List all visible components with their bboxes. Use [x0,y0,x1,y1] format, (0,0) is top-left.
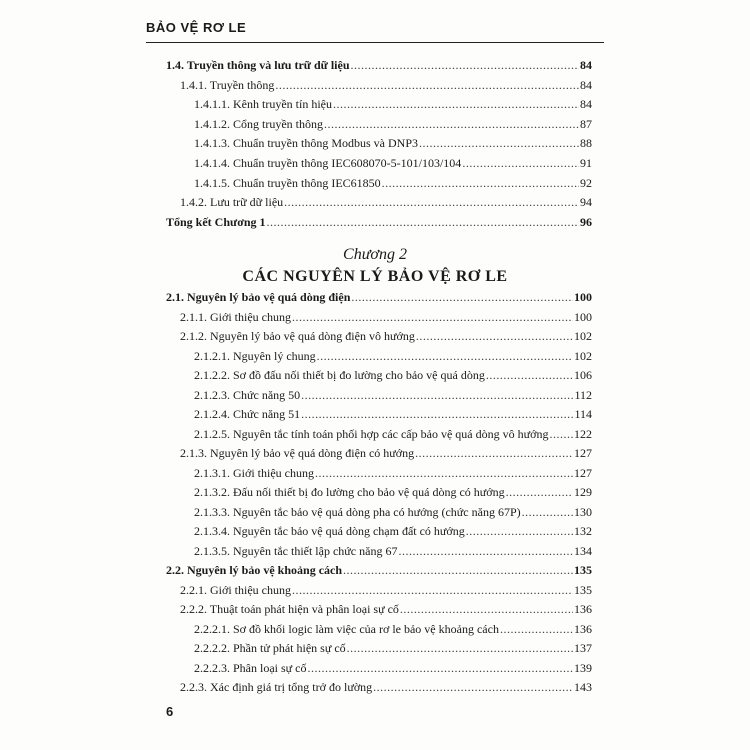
toc-entry-page: 134 [574,543,592,558]
chapter-label: Chương 2 [343,246,407,263]
toc-entry-page: 106 [574,368,592,382]
toc-entry-title: 2.1.2.4. Chức năng 51 [194,407,301,421]
toc-entry-title: 2.1.2. Nguyên lý bảo vệ quá dòng điện vô hướng [180,329,415,343]
toc-leader-dots [500,622,573,636]
toc-entry-page: 100 [574,290,592,304]
toc-entry-page: 137 [574,641,592,655]
running-header: BẢO VỆ RƠ LE [146,20,247,35]
toc-leader-dots [284,195,579,209]
toc-entry-title: 2.1.2.5. Nguyên tắc tính toán phối hợp các cấp bảo vệ quá dòng vô hướng [194,426,549,441]
toc-leader-dots [373,680,573,694]
toc-entry-title: 1.4.1.3. Chuẩn truyền thông Modbus và DNP3 [194,136,418,151]
toc-entry-title: 2.2. Nguyên lý bảo vệ khoảng cách [166,563,343,577]
toc-entry [180,446,592,460]
toc-entry [194,349,592,363]
toc-leader-dots [506,485,573,499]
toc-entry [166,290,592,304]
toc-leader-dots [347,641,573,655]
toc-entry-page: 114 [574,407,592,421]
toc-entry-page: 112 [574,387,592,402]
toc-leader-dots [415,446,573,460]
toc-entry-title: 2.2.3. Xác định giá trị tổng trở đo lường [180,680,373,694]
toc-entry-page: 96 [580,214,592,229]
toc-leader-dots [292,310,573,324]
toc-entry-title: 2.1.2.1. Nguyên lý chung [194,348,316,363]
toc-entry-page: 136 [574,602,592,616]
toc-entry [166,58,592,72]
toc-entry [194,485,592,499]
toc-entry-title: 2.1.3.4. Nguyên tắc bảo vệ quá dòng chạm đất có hướng [194,524,465,538]
toc-entry-page: 100 [574,309,592,324]
toc-entry-title: 2.1.1. Giới thiệu chung [180,309,291,324]
toc-entry-title: 2.1.3.2. Đấu nối thiết bị đo lường cho bảo vệ quá dòng có hướng [194,485,505,499]
toc-entry-title: 2.1.2.3. Chức năng 50 [194,387,301,402]
toc-leader-dots [267,215,579,229]
toc-entry-page: 102 [574,348,592,363]
toc-entry-page: 84 [580,77,592,92]
toc-entry-title: 2.2.1. Giới thiệu chung [180,582,291,597]
page-number: 6 [166,704,174,719]
toc-entry-page: 102 [574,329,592,343]
toc-entry [194,407,592,421]
toc-entry-title: 1.4.1. Truyền thông [180,77,275,92]
toc-entry [194,136,592,150]
toc-entry-page: 135 [574,563,592,577]
toc-leader-dots [549,427,573,441]
toc-entry-title: 2.1.3.3. Nguyên tắc bảo vệ quá dòng pha có hướng (chức năng 67P) [194,504,521,519]
toc-entry-title: 2.2.2.2. Phần tử phát hiện sự cố [194,641,346,655]
toc-entry [166,215,592,229]
toc-entry-page: 92 [580,175,592,190]
toc-entry [194,661,592,675]
toc-entry-title: Tổng kết Chương 1 [166,214,266,229]
toc-entry-page: 132 [574,524,592,538]
toc-entry [194,176,592,190]
toc-entry-page: 143 [574,680,592,694]
toc-entry [180,583,592,597]
toc-leader-dots [343,563,573,577]
toc-leader-dots [419,136,579,150]
toc-entry-title: 2.2.2. Thuật toán phát hiện và phân loại sự cố [180,602,399,616]
toc-entry-page: 127 [574,465,592,480]
toc-leader-dots [324,117,579,131]
toc-leader-dots [275,78,579,92]
toc-entry-title: 1.4.1.1. Kênh truyền tín hiệu [194,97,332,112]
toc-entry [194,156,592,170]
toc-entry [194,622,592,636]
toc-entry-title: 1.4. Truyền thông và lưu trữ dữ liệu [166,58,350,72]
toc-leader-dots [301,407,573,421]
toc-entry [194,427,592,441]
toc-entry [166,563,592,577]
toc-entry [180,329,592,343]
toc-entry-title: 2.2.2.1. Sơ đồ khối logic làm việc của rơ le bảo vệ khoảng cách [194,621,499,636]
toc-leader-dots [486,368,573,382]
toc-entry-page: 84 [580,58,592,72]
toc-entry-page: 139 [574,660,592,675]
toc-leader-dots [308,661,574,675]
toc-entry-title: 1.4.1.5. Chuẩn truyền thông IEC61850 [194,175,381,190]
toc-entry [180,680,592,694]
toc-entry-title: 2.1.3. Nguyên lý bảo vệ quá dòng điện có hướng [180,446,415,460]
toc-entry-title: 1.4.1.4. Chuẩn truyền thông IEC608070-5-101/103/104 [194,156,462,170]
toc-entry-title: 2.1.3.1. Giới thiệu chung [194,465,314,480]
toc-entry [180,195,592,209]
toc-entry [194,117,592,131]
toc-entry-page: 130 [574,504,592,519]
toc-entry-page: 129 [574,485,592,499]
toc-entry-page: 122 [574,426,592,441]
toc-entry [194,505,592,519]
toc-leader-dots [522,505,573,519]
toc-entry-title: 1.4.1.2. Cổng truyền thông [194,116,323,131]
toc-entry-page: 135 [574,582,592,597]
toc-entry-page: 127 [574,446,592,460]
toc-entry [194,368,592,382]
toc-entry [180,78,592,92]
toc-leader-dots [400,602,573,616]
toc-leader-dots [292,583,573,597]
toc-entry-page: 87 [580,116,592,131]
toc-entry [180,310,592,324]
toc-entry-page: 94 [580,195,592,210]
toc-leader-dots [398,544,573,558]
toc-entry-title: 2.2.2.3. Phân loại sự cố [194,660,307,675]
toc-entry-title: 2.1.2.2. Sơ đồ đấu nối thiết bị đo lường cho bảo vệ quá dòng [194,368,485,382]
toc-entry-page: 91 [580,156,592,170]
chapter-title: CÁC NGUYÊN LÝ BẢO VỆ RƠ LE [242,268,508,285]
toc-entry-title: 1.4.2. Lưu trữ dữ liệu [180,195,284,210]
toc-leader-dots [301,388,573,402]
toc-leader-dots [317,349,573,363]
toc-entry [194,97,592,111]
header-rule [146,42,604,43]
toc-leader-dots [333,97,579,111]
toc-leader-dots [382,176,579,190]
toc-leader-dots [466,524,573,538]
toc-leader-dots [351,58,579,72]
toc-entry-title: 2.1.3.5. Nguyên tắc thiết lập chức năng 67 [194,543,398,558]
toc-entry-page: 84 [580,97,592,112]
toc-entry [194,544,592,558]
toc-leader-dots [315,466,573,480]
toc-entry-page: 136 [574,621,592,636]
toc-entry [194,641,592,655]
toc-entry [194,466,592,480]
toc-leader-dots [416,329,573,343]
toc-entry-page: 88 [580,136,592,151]
toc-leader-dots [351,290,573,304]
toc-entry [194,388,592,402]
toc-entry [180,602,592,616]
toc-entry-title: 2.1. Nguyên lý bảo vệ quá dòng điện [166,290,351,304]
toc-entry [194,524,592,538]
toc-leader-dots [462,156,579,170]
